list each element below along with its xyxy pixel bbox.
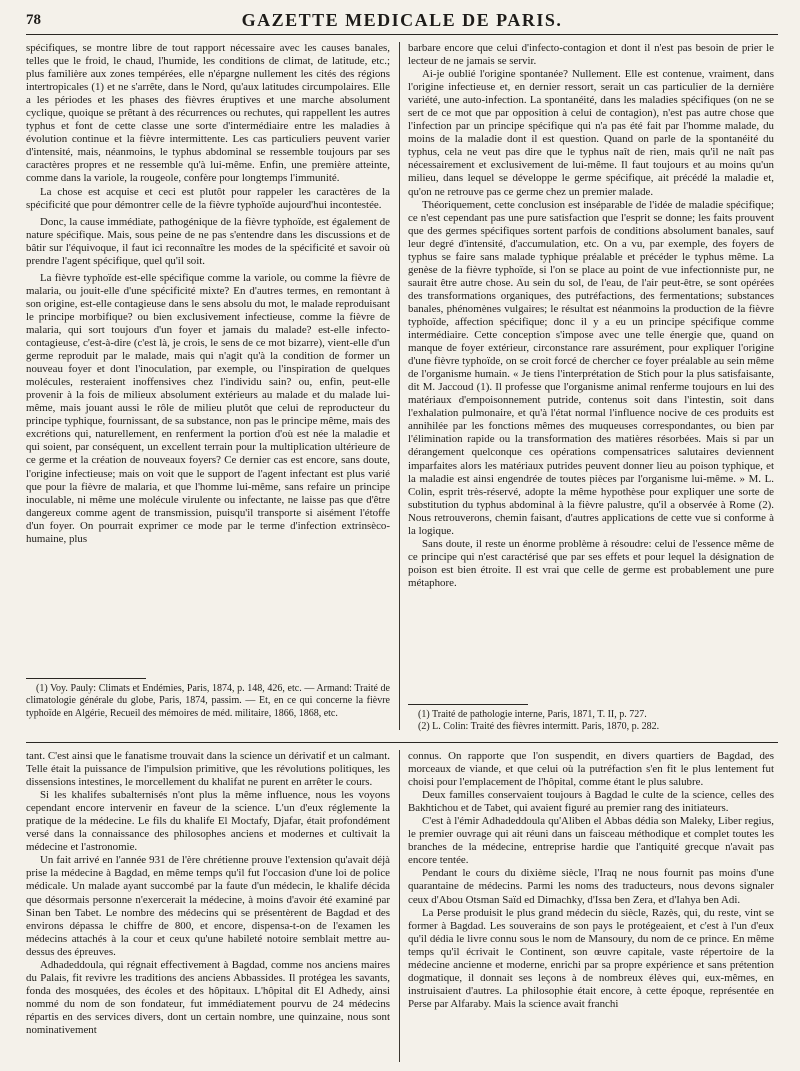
paragraph: Si les khalifes subalternisés n'ont plus la même influence, nous les voyons cependant encore intervenir en faveur de la science. L'un d'eux réglemente la pratique de la médecine. Le fils du khalife El Moctafy, Djafar, était profondément versé dans la connaissance des philosophes anciens et modernes et cultivait la médecine et l'astronomie. [26,789,390,854]
paragraph: Un fait arrivé en l'année 931 de l'ère chrétienne prouve l'extension qu'avait déjà prise la médecine à Bagdad, en même temps qu'il fut l'occasion d'une loi de police médicale. Un malade ayant succombé par la faute d'un médecin, le khalife décida que désormais personne n'exercerait la médecine, à moins d'avoir été examiné par Sinan ben Tabet. Le nombre des médecins qui se présentèrent de Bagdad et des environs dépassa le chiffre de 800, et encore, dispensa-t-on de l'examen les médecins attachés à la cour et ceux qu'une habileté notoire semblait mettre au-dessus des épreuves. [26,854,390,958]
column-divider [399,750,400,1062]
paragraph: Deux familles conservaient toujours à Bagdad le culte de la science, celles des Bakhtichou et de Tabet, qui avaient figuré au premier rang des initiateurs. [408,789,774,815]
footnote: (1) Voy. Pauly: Climats et Endémies, Paris, 1874, p. 148, 426, etc. — Armand: Traité de climatologie générale du globe, Paris, 1874, passim. — Et, en ce qui concerne la fièvre typhoïde en Algérie, Recueil des mémoires de méd. militaire, 1866, 1868, etc. [26,683,390,719]
column-divider [399,42,400,730]
footnote: (1) Traité de pathologie interne, Paris, 1871, T. II, p. 727. [418,709,647,720]
paragraph: Adhadeddoula, qui régnait effectivement à Bagdad, comme nos anciens maires du Palais, fit revivre les traditions des anciens Abbassides. Il protégea les savants, fonda des mosquées, des écoles et des hôpitaux. L'hôpital dit El Adhedy, ainsi nommé du nom de son fondateur, fut immédiatement pourvu de 24 médecins répartis en des services divers, dont un certain nombre, une quinzaine, nous sont nominativement [26,958,390,1036]
section-divider [26,742,778,743]
upper-left-footnotes [26,678,390,730]
paragraph: tant. C'est ainsi que le fanatisme trouvait dans la science un dérivatif et un calmant. Telle était la puissance de l'impulsion primitive, que les révolutions politiques, les dissensions intestines, le morcellement du khalifat ne purent en arrêter le cours. [26,750,390,789]
paragraph: C'est à l'émir Adhadeddoula qu'Aliben el Abbas dédia son Maleky, Liber regius, le premier ouvrage qui ait réuni dans un faisceau méthodique et complet toutes les branches de la médecine, entreprise hardie que l'antiquité grecque n'avait pas encore tentée. [408,815,774,867]
lower-left-column [26,750,390,1062]
paragraph: Ai-je oublié l'origine spontanée? Nullement. Elle est contenue, vraiment, dans l'origine infectieuse et, en dernier ressort, serait un cas particulier de la dernière variété, une auto-infection. La spontanéité, dans les maladies spécifiques (on ne se sert de ce mot que par opposition à celui de contagion), n'est pas autre chose que l'infection par un principe spécifique qui n'a pas été fait par l'homme malade, du moins de la maladie dont il est question. Quand on parle de la spontanéité du typhus, cela ne veut pas dire que le typhus naît de rien, mais qu'il ne naît pas nécessairement et exclusivement de lui-même. Il faut toujours et au moins qu'un milieu, dans lequel se développe le germe spécifique, ait précédé la maladie et, qu'on ne retrouve pas ce germe chez un premier malade. [408,68,774,198]
journal-title: GAZETTE MEDICALE DE PARIS. [241,10,563,30]
footnote-rule [408,704,528,705]
footnote: (2) L. Colin: Traité des fièvres intermitt. Paris, 1870, p. 282. [418,721,660,733]
paragraph: Théoriquement, cette conclusion est inséparable de l'idée de maladie spécifique; ce n'est cependant pas une pure satisfaction que l'esprit se donne; les faits prouvent que des germes spécifiques sortent parfois de conditions absolument banales, sauf leur degré d'intensité, d'accumulation, etc. On a vu, par exemple, des foyers de typhus se faire sans malade typhique préalable et précéder le typhus même. La genèse de la fièvre typhoïde, si l'on se place au point de vue infectionniste pur, ne saurait être autre chose. Au sein du sol, de l'eau, de l'air peut-être, se sont opérées des transformations organiques, des putréfactions, des fermentations; substances banales, phénomènes vulgaires; le résultat est néanmoins la production de la fièvre typhoïde, affection spécifique; donc il y a eu un principe spécifique comme intermédiaire. Cette conception s'impose avec une telle énergie que, quand on manque de foyer extérieur, circonstance rare assurément, pour expliquer l'origine d'une fièvre typhoïde, on se croit forcé de chercher ce foyer préalable au sein même de l'organisme humain. « Je tiens l'interprétation de Stich pour la plus satisfaisante, dit M. Jaccoud (1). Il professe que l'organisme animal renferme toujours en lui des matériaux d'empoisonnement putride, contenus soit dans l'intestin, soit dans l'exhalation pulmonaire, et qu'à l'état normal l'influence nocive de ces produits est annihilée par les fonctions mêmes des muqueuses correspondantes, ou bien par l'élimination rapide ou la transformation des matières résorbées. Mais si par un dérangement quelconque ces opérations compensatrices salutaires deviennent imparfaites alors les matériaux putrides peuvent donner lieu au poison typhique, et la maladie est ainsi engendrée de toutes pièces par l'organisme lui-même. » M. L. Colin, esprit très-réservé, adopte la même hypothèse pour expliquer une sorte de substitution du typhus abdominal à la fièvre palustre, qu'il a observée à Rome (2). Nous retrouverons, chemin faisant, d'autres applications de cette vue si conforme à la logique. [408,198,774,537]
page-number: 78 [26,12,41,28]
paragraph: Sans doute, il reste un énorme problème à résoudre: celui de l'essence même de ce principe qui n'est caractérisé que par ses effets et pour lequel la désignation de poison est bien étroite. Il est vrai que celle de germe est probablement une pure métaphore. [408,537,774,589]
paragraph: barbare encore que celui d'infecto-contagion et dont il n'est pas besoin de prier le lecteur de ne jamais se servir. [408,42,774,68]
paragraph: spécifiques, se montre libre de tout rapport nécessaire avec les causes banales, telles que le froid, le chaud, l'humide, les conditions de climat, de latitude, etc.; plus familière aux zones tempérées, elle n'épargne nullement les cités des régions intertropicales (1) et ne s'arrête, dans le Nord, qu'aux latitudes circumpolaires. Elle a les périodes et les phases des fièvres éruptives et une marche absolument cyclique, quoique se prêtant à des récurrences ou rechutes, qui rappellent les autres typhus et font de cette classe une sorte d'intermédiaire entre les maladies à évolution continue et la fièvre intermittente. Les cas particuliers peuvent varier d'intensité, mais, néanmoins, le typhus abdominal se ressemble toujours par ses caractères propres et ne ressemble qu'à lui-même. Enfin, une première atteinte, comme dans la variole, la rougeole, confère pour longtemps l'immunité. [26,42,390,185]
upper-right-footnotes [408,704,774,734]
lower-right-column [408,750,774,1062]
paragraph: connus. On rapporte que l'on suspendit, en divers quartiers de Bagdad, des morceaux de viande, et que celui où la putréfaction s'en fit le plus lentement fut choisi pour l'emplacement de l'hôpital, comme étant le plus salubre. [408,750,774,789]
paragraph: La Perse produisit le plus grand médecin du siècle, Razès, qui, du reste, vint se former à Bagdad. Les souverains de son pays le protégeaient, et c'est à l'un d'eux qu'il dédia le livre connu sous le nom de Mansoury, du nom de ce prince. En même temps qu'il écrivait le Continent, son œuvre capitale, vaste répertoire de la médecine ancienne et moderne, enrichi par sa propre expérience et sans prétention dogmatique, il donnait ses leçons à de nombreux élèves qui, eux-mêmes, en instruisaient d'autres. La philosophie était encore, à cette époque, représentée en Perse par Alfaraby. Mais la science avait franchi [408,906,774,1010]
upper-right-column [408,42,774,702]
paragraph: La chose est acquise et ceci est plutôt pour rappeler les caractères de la spécificité que pour démontrer celle de la fièvre typhoïde aujourd'hui incontestée. [26,185,390,211]
paragraph: Pendant le cours du dixième siècle, l'Iraq ne nous fournit pas moins d'une quarantaine de médecins. Parmi les noms des traducteurs, nous devons signaler ceux d'Abou Otsman Saïd ed Dimachky, d'Issa ben Zera, et d'Iahya ben Adi. [408,867,774,906]
paragraph: Donc, la cause immédiate, pathogénique de la fièvre typhoïde, est également de nature spécifique. Mais, sous peine de ne pas s'entendre dans les discussions et de bâtir sur l'équivoque, il faut ici reconnaître les modes de la spécificité et savoir où prendre l'agent spécifique, quel qu'il soit. [26,215,390,267]
paragraph: La fièvre typhoïde est-elle spécifique comme la variole, ou comme la fièvre de malaria, ou jouit-elle d'une spécificité mixte? En d'autres termes, en remontant à son origine, est-elle contagieuse dans le sens absolu du mot, le malade reproduisant le principe morbifique? ou bien exclusivement infectieuse, comme la fièvre de malaria, qui sort toujours d'un foyer et jamais du malade? est-elle infecto-contagieuse, c'est-à-dire (c'est là, je crois, le sens de ce mot bizarre), vient-elle d'un germe reproduit par le malade, mais qui n'agit qu'à la condition de former un nouveau foyer et dont l'inoculation, par exemple, ou l'inspiration de quelques molécules, resteraient inoffensives chez l'individu sain? ou, enfin, peut-elle provenir à la fois de milieux absolument extérieurs au malade et du malade lui-même, mais jouant aussi le rôle de milieu plutôt que celui de reproducteur du principe typhique, fournissant, de sa substance, non pas le principe même, mais des excrétions qui, naturellement, en renferment la portion d'où est née la maladie et qui soient, par conséquent, un excellent terrain pour la multiplication ultérieure de ce germe et la création de nouveaux foyers? Ce dernier cas est encore, sans doute, l'origine infectieuse; mais on voit que le support de l'agent infectant est plus varié que pour la fièvre de malaria, et que l'homme lui-même, sans refaire un principe inoculable, ni même une molécule virulente ou infectante, ne laisse pas que d'être dangereux comme agent de transmission, puisqu'il transporte si aisément l'étoffe d'un foyer. On pourrait exprimer ce mode par le terme d'infection extrinsèco-humaine, plus [26,271,390,545]
upper-left-column [26,42,390,676]
footnote-rule [26,678,146,679]
page-header [26,8,778,35]
